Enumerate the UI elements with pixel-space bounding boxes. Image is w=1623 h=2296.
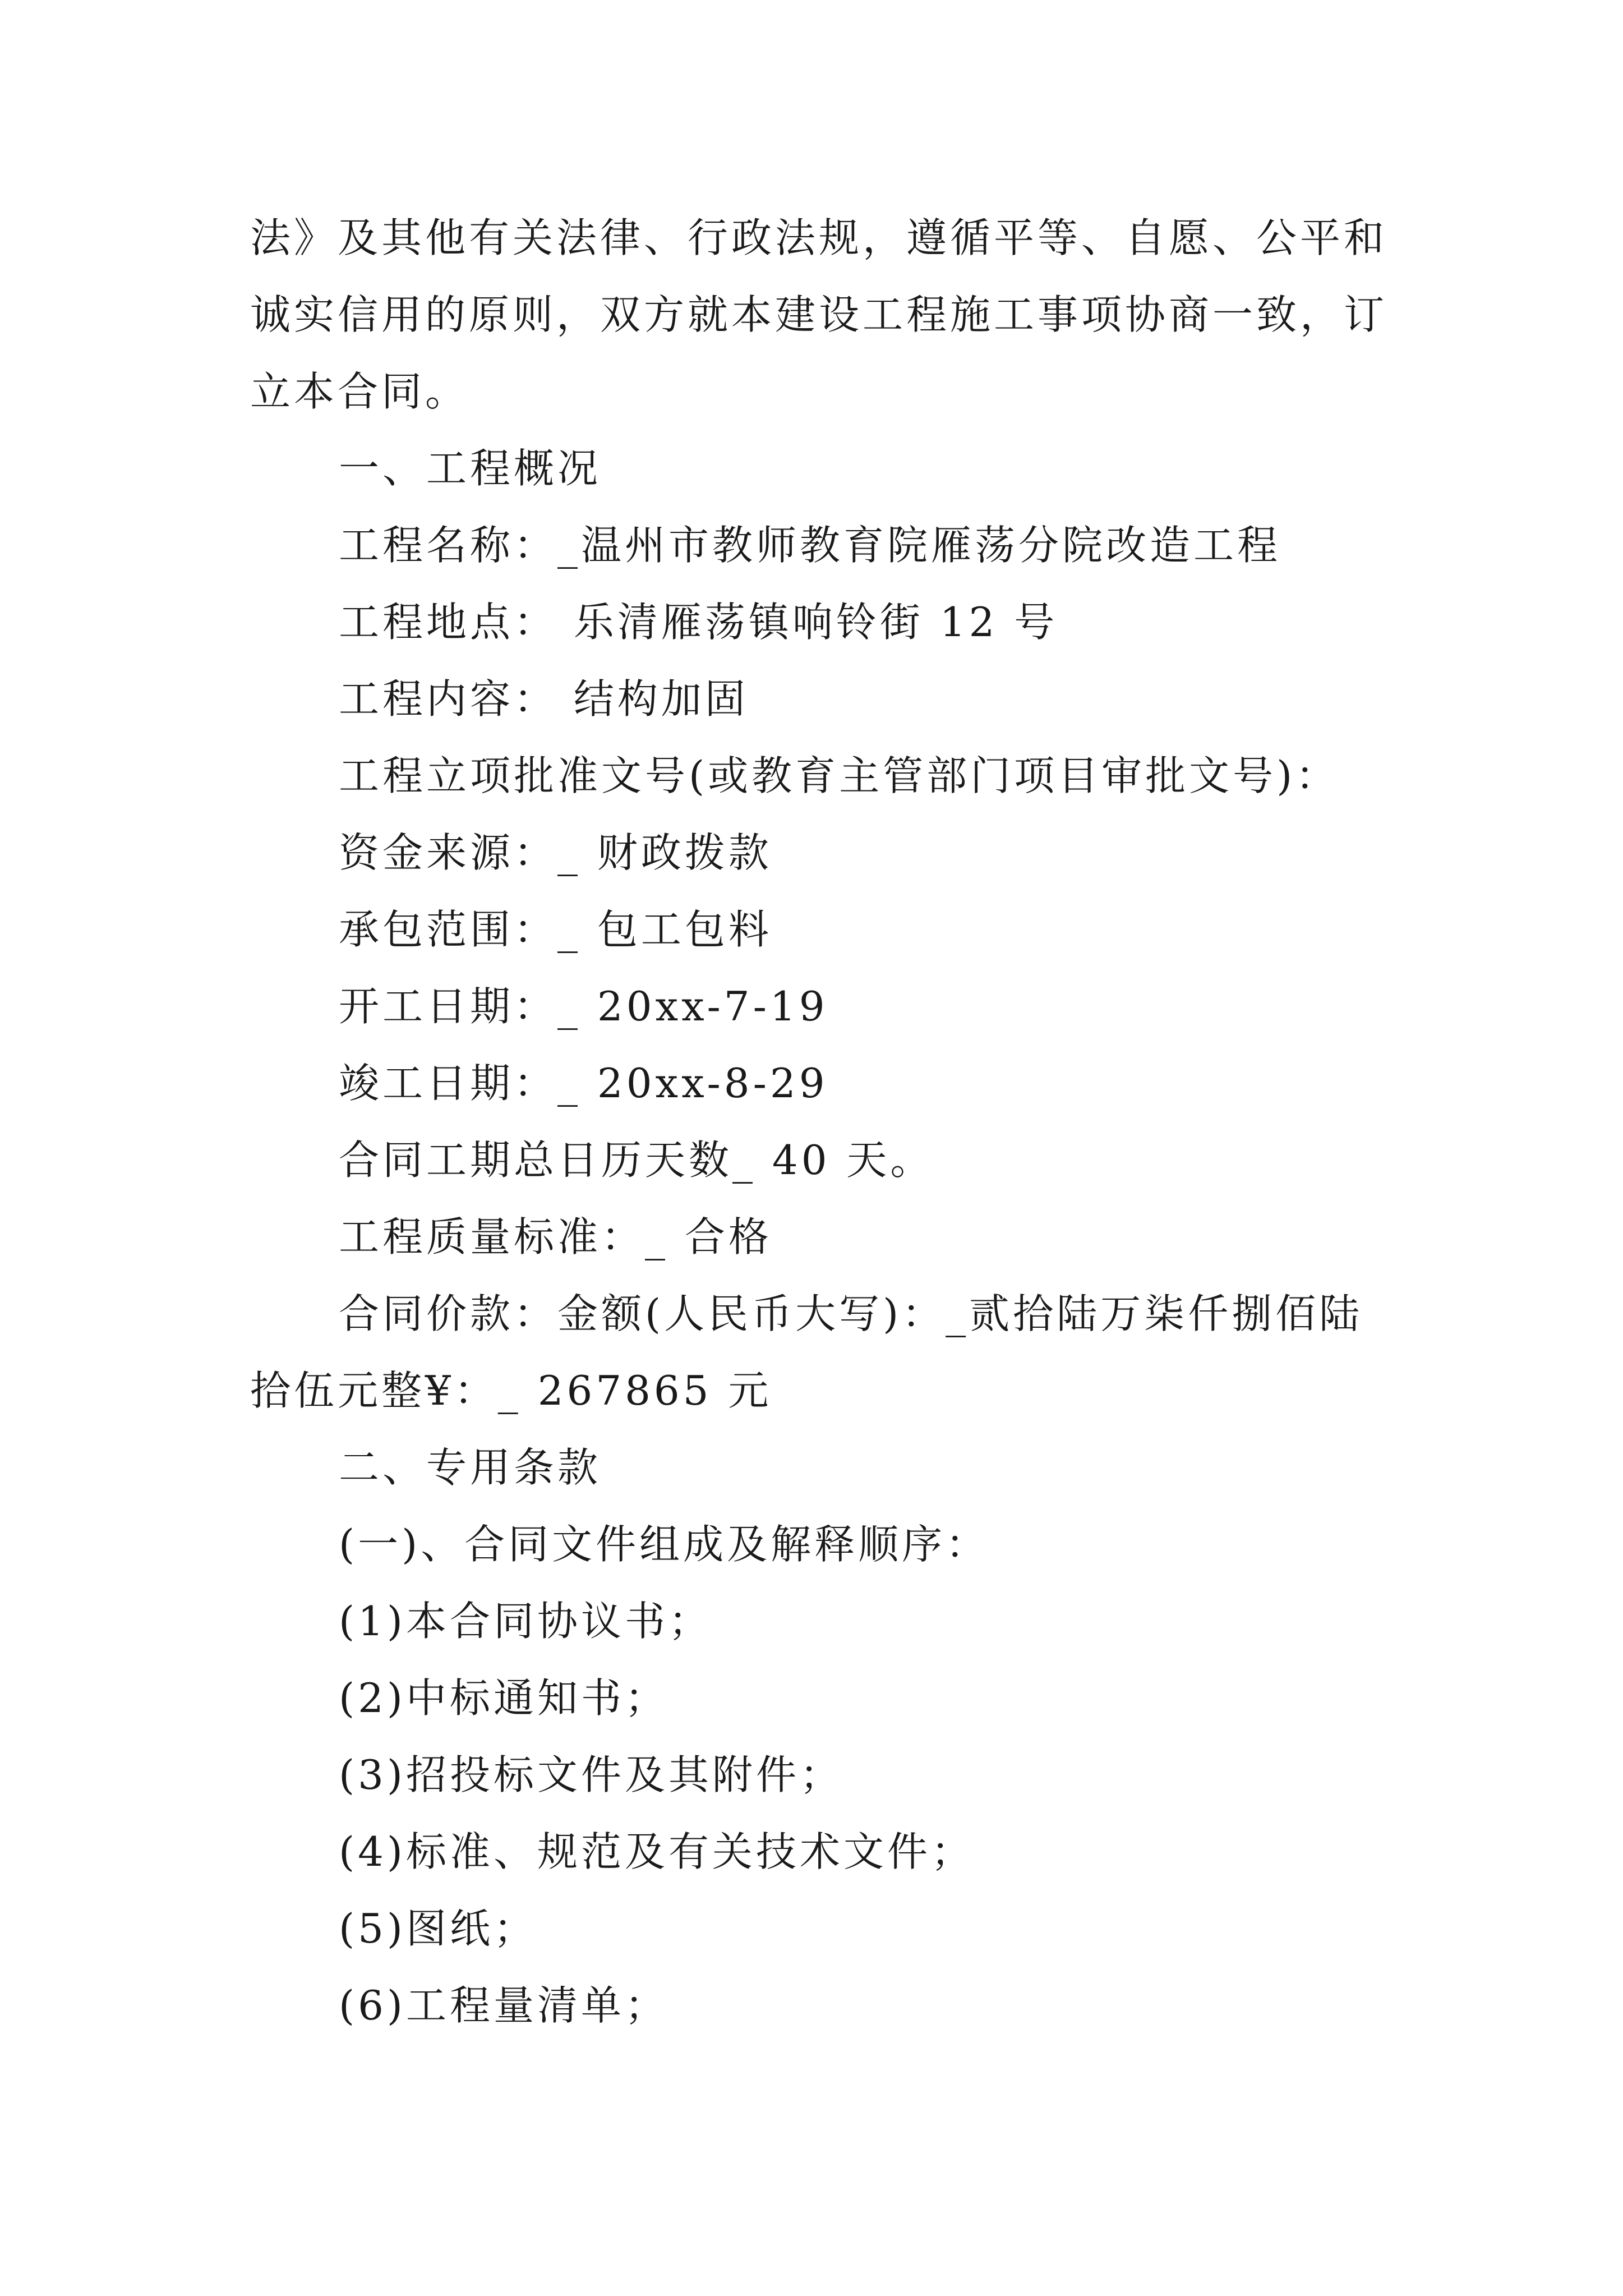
duration-line: 合同工期总日历天数_ 40 天。: [339, 1137, 934, 1184]
paragraph-line: 法》及其他有关法律、行政法规，遵循平等、自愿、公平和: [250, 214, 1388, 261]
section-heading: 二、专用条款: [339, 1444, 602, 1491]
project-content-line: 工程内容： 结构加固: [339, 675, 749, 723]
contract-price-line: 合同价款：金额(人民币大写)：_贰拾陆万柒仟捌佰陆: [339, 1290, 1363, 1337]
list-item: (3)招投标文件及其附件；: [339, 1751, 843, 1798]
quality-standard-line: 工程质量标准：_ 合格: [339, 1213, 772, 1260]
list-item: (2)中标通知书；: [339, 1674, 668, 1722]
completion-date-line: 竣工日期：_ 20xx-8-29: [339, 1060, 828, 1107]
list-item: (1)本合同协议书；: [339, 1598, 712, 1645]
paragraph-line: 立本合同。: [250, 368, 469, 415]
start-date-line: 开工日期：_ 20xx-7-19: [339, 983, 828, 1030]
subsection-heading: (一)、合同文件组成及解释顺序：: [339, 1521, 990, 1568]
funding-source-line: 资金来源：_ 财政拨款: [339, 829, 772, 876]
contract-scope-line: 承包范围：_ 包工包料: [339, 906, 772, 953]
approval-number-line: 工程立项批准文号(或教育主管部门项目审批文号)：: [339, 752, 1340, 799]
list-item: (4)标准、规范及有关技术文件；: [339, 1828, 975, 1875]
list-item: (6)工程量清单；: [339, 1982, 668, 2029]
list-item: (5)图纸；: [339, 1905, 537, 1952]
project-name-line: 工程名称：_温州市教师教育院雁荡分院改造工程: [339, 522, 1281, 569]
section-heading: 一、工程概况: [339, 445, 602, 492]
contract-price-continuation: 拾伍元整¥：_ 267865 元: [250, 1367, 772, 1414]
paragraph-line: 诚实信用的原则，双方就本建设工程施工事项协商一致，订: [250, 291, 1388, 338]
project-location-line: 工程地点： 乐清雁荡镇响铃街 12 号: [339, 599, 1058, 646]
